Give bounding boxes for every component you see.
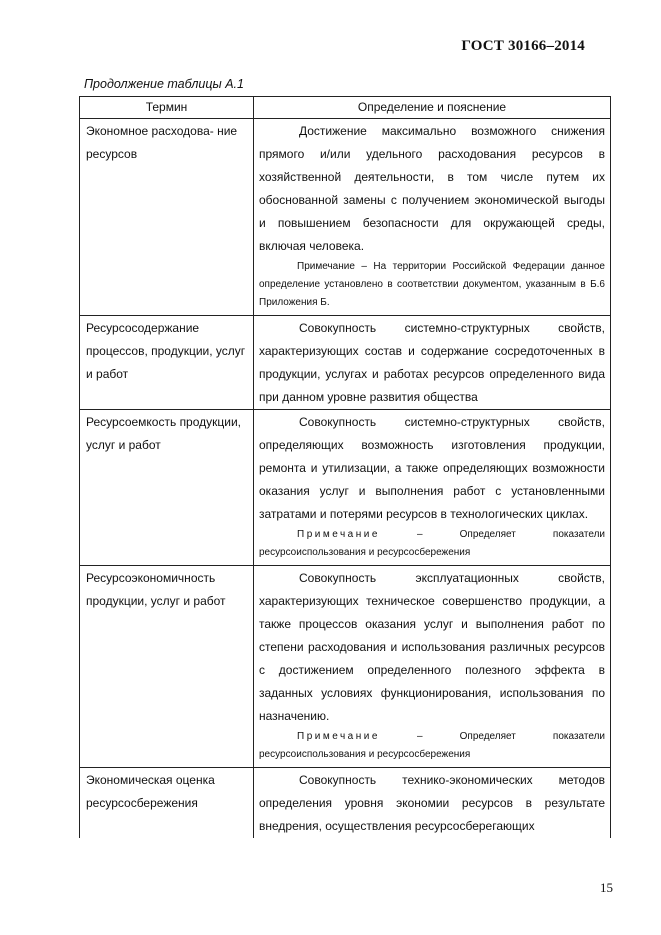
note-label: Примечание	[297, 261, 355, 272]
term-cell: Экономное расходова- ние ресурсов	[80, 119, 254, 316]
table-row	[80, 119, 611, 316]
definition-text: Совокупность системно-структурных свойств, характеризующих состав и содержание сосредоточенных в продукции, услугах и работах ресурсов определенного вида при данном уровне развития общества	[259, 321, 605, 404]
note	[259, 258, 605, 315]
term-cell: Ресурсоемкость продукции, услуг и работ	[80, 410, 254, 566]
table-row	[80, 410, 611, 566]
definition-cell	[254, 119, 611, 316]
terms-table	[79, 96, 611, 838]
note	[259, 526, 605, 565]
definition-cell	[254, 566, 611, 768]
note-text: – На территории Российской Федерации данное определение установлено в соответствии документом, указанным в Б.6 Приложения Б.	[259, 261, 605, 308]
table-row	[80, 316, 611, 410]
column-header-term: Термин	[80, 97, 254, 119]
table-caption: Продолжение таблицы А.1	[84, 77, 244, 91]
term-cell: Экономическая оценка ресурсосбережения	[80, 768, 254, 839]
table-header-row	[80, 97, 611, 119]
column-header-definition: Определение и пояснение	[254, 97, 611, 119]
note-label: Примечание	[297, 529, 380, 540]
note	[259, 728, 605, 767]
table-row	[80, 566, 611, 768]
definition-cell	[254, 410, 611, 566]
term-cell: Ресурсоэкономичность продукции, услуг и работ	[80, 566, 254, 768]
definition-cell	[254, 768, 611, 839]
page-number: 15	[600, 880, 613, 895]
note-text: – Определяет показатели ресурсоиспользования и ресурсосбережения	[259, 731, 605, 760]
definition-text: Совокупность технико-экономических методов определения уровня экономии ресурсов в результате внедрения, осуществления ресурсосберегающих	[259, 773, 605, 833]
note-text: – Определяет показатели ресурсоиспользования и ресурсосбережения	[259, 529, 605, 558]
standard-designation: ГОСТ 30166–2014	[461, 38, 585, 54]
definition-cell	[254, 316, 611, 410]
note-label: Примечание	[297, 731, 380, 742]
definition-text: Достижение максимально возможного снижения прямого и/или удельного расходования ресурсов в хозяйственной деятельности, в том числе путем их обоснованной замены с получением экономической выгоды и повышением безопасности для окружающей среды, включая человека.	[259, 124, 605, 253]
table-row	[80, 768, 611, 839]
definition-text: Совокупность эксплуатационных свойств, характеризующих техническое совершенство продукции, а также процессов оказания услуг и выполнения работ по степени расходования и использования различных ресурсов с достижением определенного полезного эффекта в заданных условиях функционирования, использования по назначению.	[259, 571, 605, 723]
definition-text: Совокупность системно-структурных свойств, определяющих возможность изготовления продукции, ремонта и утилизации, а также определяющих возможности оказания услуг и выполнения работ с установленными затратами и потерями ресурсов в технологических циклах.	[259, 415, 605, 521]
term-cell: Ресурсосодержание процессов, продукции, услуг и работ	[80, 316, 254, 410]
